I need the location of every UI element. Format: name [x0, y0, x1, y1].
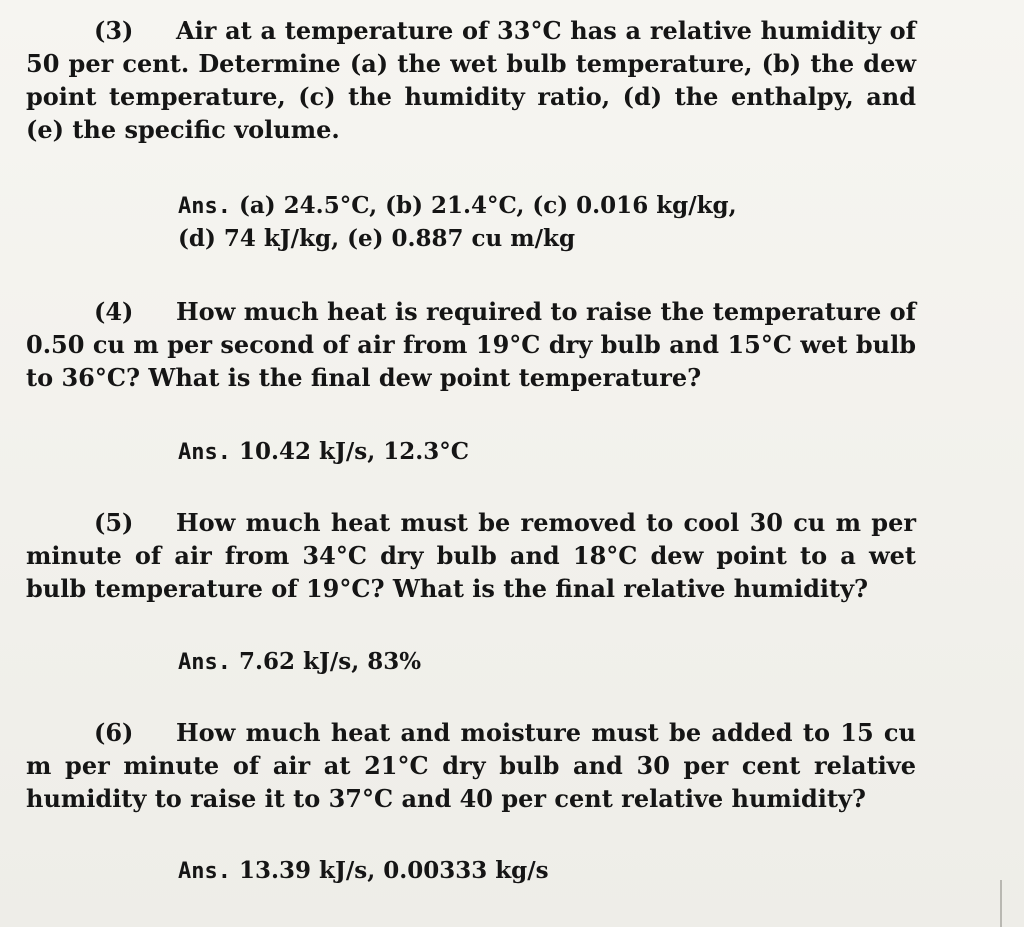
problem-6-text [26, 716, 916, 815]
answer-label: Ans. [178, 859, 231, 884]
problem-6 [26, 716, 916, 815]
problem-4 [26, 295, 916, 394]
problem-6-body: How much heat and moisture must be added to 15 cu m per minute of air at 21°C dry bulb and 30 per cent relative humidity to raise it to 37°C and 40 per cent relative humidity? [26, 718, 916, 813]
page-edge-line [1000, 880, 1002, 927]
problem-3 [26, 14, 916, 146]
problem-4-answer-values: 10.42 kJ/s, 12.3°C [239, 438, 470, 465]
problem-5-number: (5) [94, 508, 134, 537]
problem-6-answer [178, 855, 549, 888]
problem-3-answer-values-1: (a) 24.5°C, (b) 21.4°C, (c) 0.016 kg/kg, [239, 192, 737, 219]
problem-3-answer [178, 190, 737, 255]
answer-label: Ans. [178, 194, 231, 219]
problem-5-body: How much heat must be removed to cool 30 cu m per minute of air from 34°C dry bulb and 18°C dew point to a wet bulb temperature of 19°C? What is the final relative humidity? [26, 508, 916, 603]
problem-6-number: (6) [94, 718, 134, 747]
answer-label: Ans. [178, 650, 231, 675]
problem-5 [26, 506, 916, 605]
problem-4-number: (4) [94, 297, 134, 326]
problem-3-text [26, 14, 916, 146]
problem-4-answer [178, 436, 469, 469]
problem-5-answer [178, 646, 421, 679]
answer-label: Ans. [178, 440, 231, 465]
problem-5-answer-values: 7.62 kJ/s, 83% [239, 648, 422, 675]
problem-4-text [26, 295, 916, 394]
problem-3-answer-line-2: (d) 74 kJ/kg, (e) 0.887 cu m/kg [178, 225, 576, 252]
problem-5-text [26, 506, 916, 605]
problem-3-number: (3) [94, 16, 134, 45]
problem-3-body: Air at a temperature of 33°C has a relative humidity of 50 per cent. Determine (a) the wet bulb temperature, (b) the dew point temperature, (c) the humidity ratio, (d) the enthalpy, and (e) the specific volume. [26, 16, 916, 144]
problem-4-body: How much heat is required to raise the temperature of 0.50 cu m per second of air from 19°C dry bulb and 15°C wet bulb to 36°C? What is the final dew point temperature? [26, 297, 916, 392]
problem-6-answer-values: 13.39 kJ/s, 0.00333 kg/s [239, 857, 549, 884]
problem-3-answer-line-1 [178, 190, 737, 223]
